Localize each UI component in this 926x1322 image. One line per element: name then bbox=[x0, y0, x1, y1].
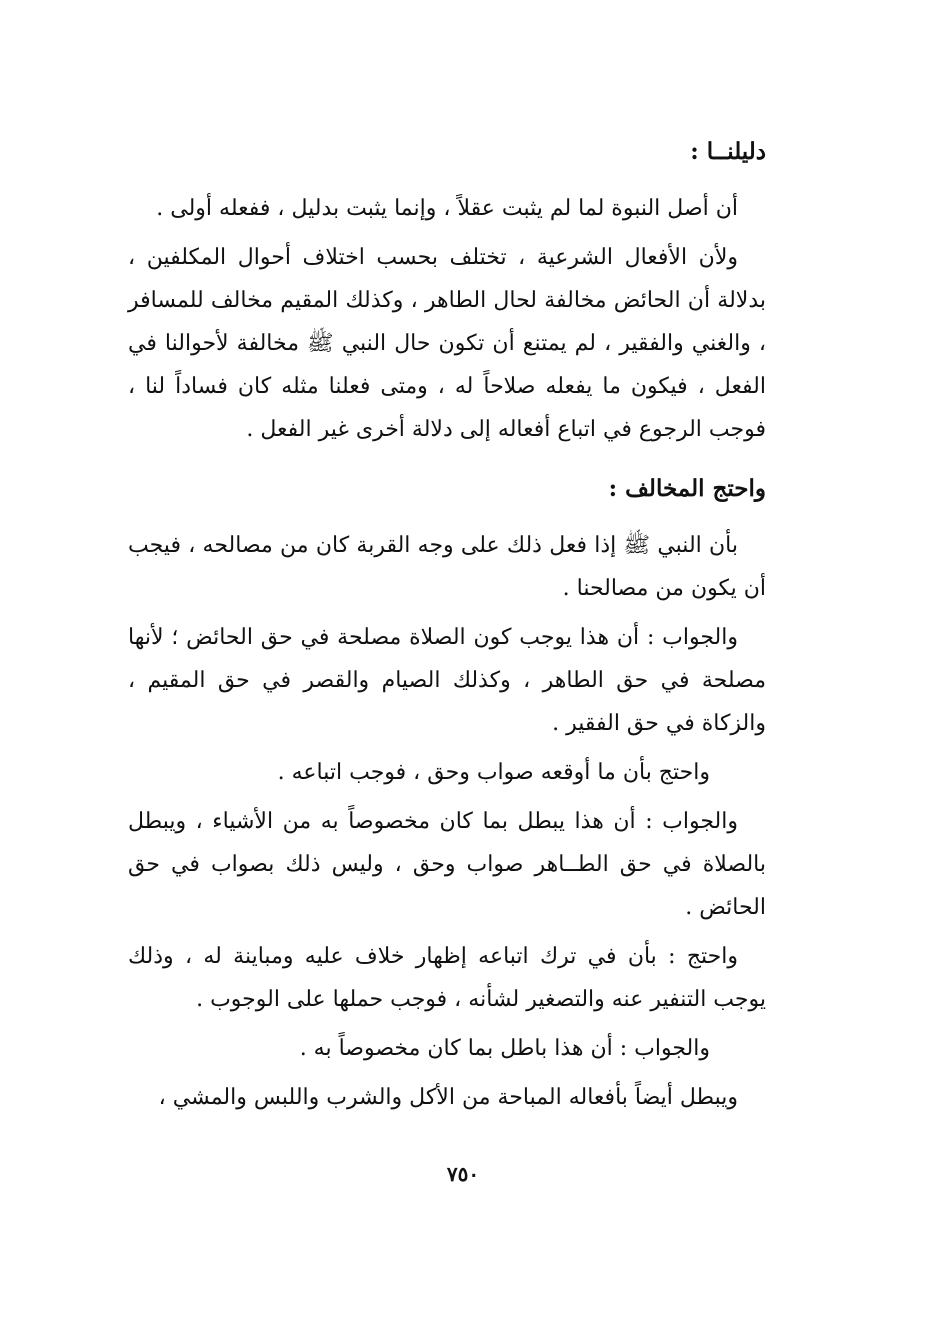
paragraph-3: بأن النبي ﷺ إذا فعل ذلك على وجه القربة كان من مصالحه ، فيجب أن يكون من مصالحنا . bbox=[128, 533, 766, 601]
page-number: ٧٥٠ bbox=[446, 1162, 480, 1186]
paragraph-4: والجواب : أن هذا يوجب كون الصلاة مصلحة في حق الحائض ؛ لأنها مصلحة في حق الطاهر ، وكذلك الصيام والقصر في حق المقيم ، والزكاة في حق الفقير . bbox=[128, 625, 766, 736]
paragraph-7: واحتج : بأن في ترك اتباعه إظهار خلاف عليه ومباينة له ، وذلك يوجب التنفير عنه والتصغير لشأنه ، فوجب حملها على الوجوب . bbox=[128, 944, 766, 1012]
paragraph-6: والجواب : أن هذا يبطل بما كان مخصوصاً به من الأشياء ، ويبطل بالصلاة في حق الطــاهر صواب وحق ، وليس ذلك بصواب في حق الحائض . bbox=[128, 809, 766, 920]
paragraph-9: ويبطل أيضاً بأفعاله المباحة من الأكل والشرب واللبس والمشي ، bbox=[158, 1085, 738, 1110]
paragraph-2: ولأن الأفعال الشرعية ، تختلف بحسب اختلاف أحوال المكلفين ، بدلالة أن الحائض مخالفة لحال الطاهر ، وكذلك المقيم مخالف للمسافر ، والغني والفقير ، لم يمتنع أن تكون حال النبي ﷺ مخالفة لأحوالنا في الفعل ، فيكون ما يفعله صلاحاً له ، ومتى فعلنا مثله كان فساداً لنا ، فوجب الرجوع في اتباع أفعاله إلى دلالة أخرى غير الفعل . bbox=[128, 245, 767, 442]
paragraph-5: واحتج بأن ما أوقعه صواب وحق ، فوجب اتباعه . bbox=[277, 760, 710, 785]
paragraph-1: أن أصل النبوة لما لم يثبت عقلاً ، وإنما يثبت بدليل ، ففعله أولى . bbox=[156, 196, 738, 221]
page-body bbox=[128, 130, 766, 1125]
section-heading-opponent-argument: واحتج المخالف : bbox=[608, 475, 766, 502]
section-heading-our-evidence: دليلنــا : bbox=[690, 138, 766, 165]
paragraph-8: والجواب : أن هذا باطل بما كان مخصوصاً به . bbox=[299, 1036, 710, 1061]
